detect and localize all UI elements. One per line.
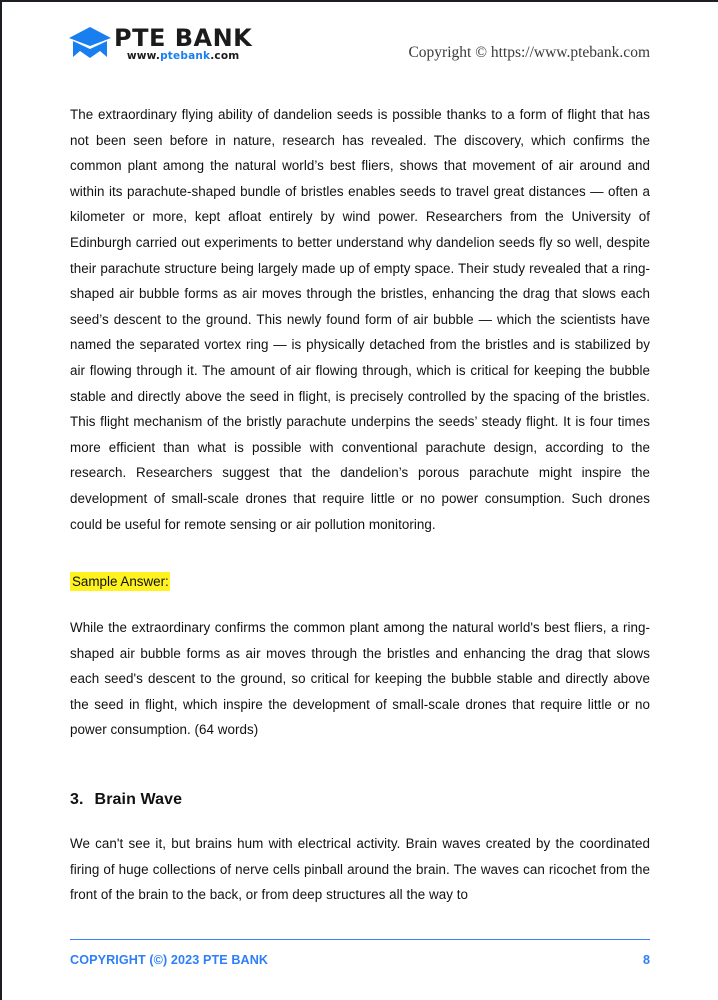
sample-answer-paragraph: While the extraordinary confirms the common plant among the natural world's best fliers, a ring-shaped air bubble forms as air moves through the bristles and enhancing the drag that slows each seed's descent to the ground, so critical for keeping the bubble stable and directly above the seed in flight, which inspire the development of small-scale drones that require little or no power consumption. (64 words) xyxy=(70,620,650,738)
section-title: Brain Wave xyxy=(94,791,183,809)
section-number: 3. xyxy=(70,791,84,809)
footer-page-number: 8 xyxy=(642,953,650,967)
logo-sub-suffix: .com xyxy=(210,50,240,62)
graduation-cap-icon xyxy=(68,26,112,60)
sample-answer-label-line xyxy=(70,571,650,593)
brand-logo[interactable] xyxy=(68,26,252,63)
logo-website xyxy=(114,50,252,63)
logo-sub-accent: ptebank xyxy=(160,50,211,62)
spacer xyxy=(70,593,650,615)
header-copyright: Copyright © https://www.ptebank.com xyxy=(408,44,650,61)
sample-answer-label: Sample Answer: xyxy=(72,574,169,590)
page-header xyxy=(2,20,718,82)
page-footer xyxy=(70,939,650,967)
logo-title: PTE BANK xyxy=(114,24,253,52)
footer-divider xyxy=(70,939,650,940)
section-heading xyxy=(70,791,650,809)
spacer xyxy=(70,809,650,831)
section-body-paragraph: We can't see it, but brains hum with electrical activity. Brain waves created by the coordinated firing of huge collections of nerve cells pinball around the brain. The waves can ricochet from the front of the brain to the back, or from deep structures all the way to xyxy=(70,836,650,903)
page-content xyxy=(70,102,650,908)
spacer xyxy=(70,537,650,571)
passage-paragraph: The extraordinary flying ability of dandelion seeds is possible thanks to a form of flight that has not been seen before in nature, research has revealed. The discovery, which confirms the common plant among the natural world’s best fliers, shows that movement of air around and within its parachute-shaped bundle of bristles enables seeds to travel great distances — often a kilometer or more, kept afloat entirely by wind power. Researchers from the University of Edinburgh carried out experiments to better understand why dandelion seeds fly so well, despite their parachute structure being largely made up of empty space. Their study revealed that a ring-shaped air bubble forms as air moves through the bristles, enhancing the drag that slows each seed’s descent to the ground. This newly found form of air bubble — which the scientists have named the separated vortex ring — is physically detached from the bristles and is stabilized by air flowing through it. The amount of air flowing through, which is critical for keeping the bubble stable and directly above the seed in flight, is precisely controlled by the spacing of the bristles. This flight mechanism of the bristly parachute underpins the seeds’ steady flight. It is four times more efficient than what is possible with conventional parachute design, according to the research. Researchers suggest that the dandelion’s porous parachute might inspire the development of small-scale drones that require little or no power consumption. Such drones could be useful for remote sensing or air pollution monitoring. xyxy=(70,107,650,532)
spacer xyxy=(70,743,650,791)
footer-copyright: COPYRIGHT (©) 2023 PTE BANK xyxy=(70,953,269,967)
logo-sub-prefix: www. xyxy=(126,50,161,62)
